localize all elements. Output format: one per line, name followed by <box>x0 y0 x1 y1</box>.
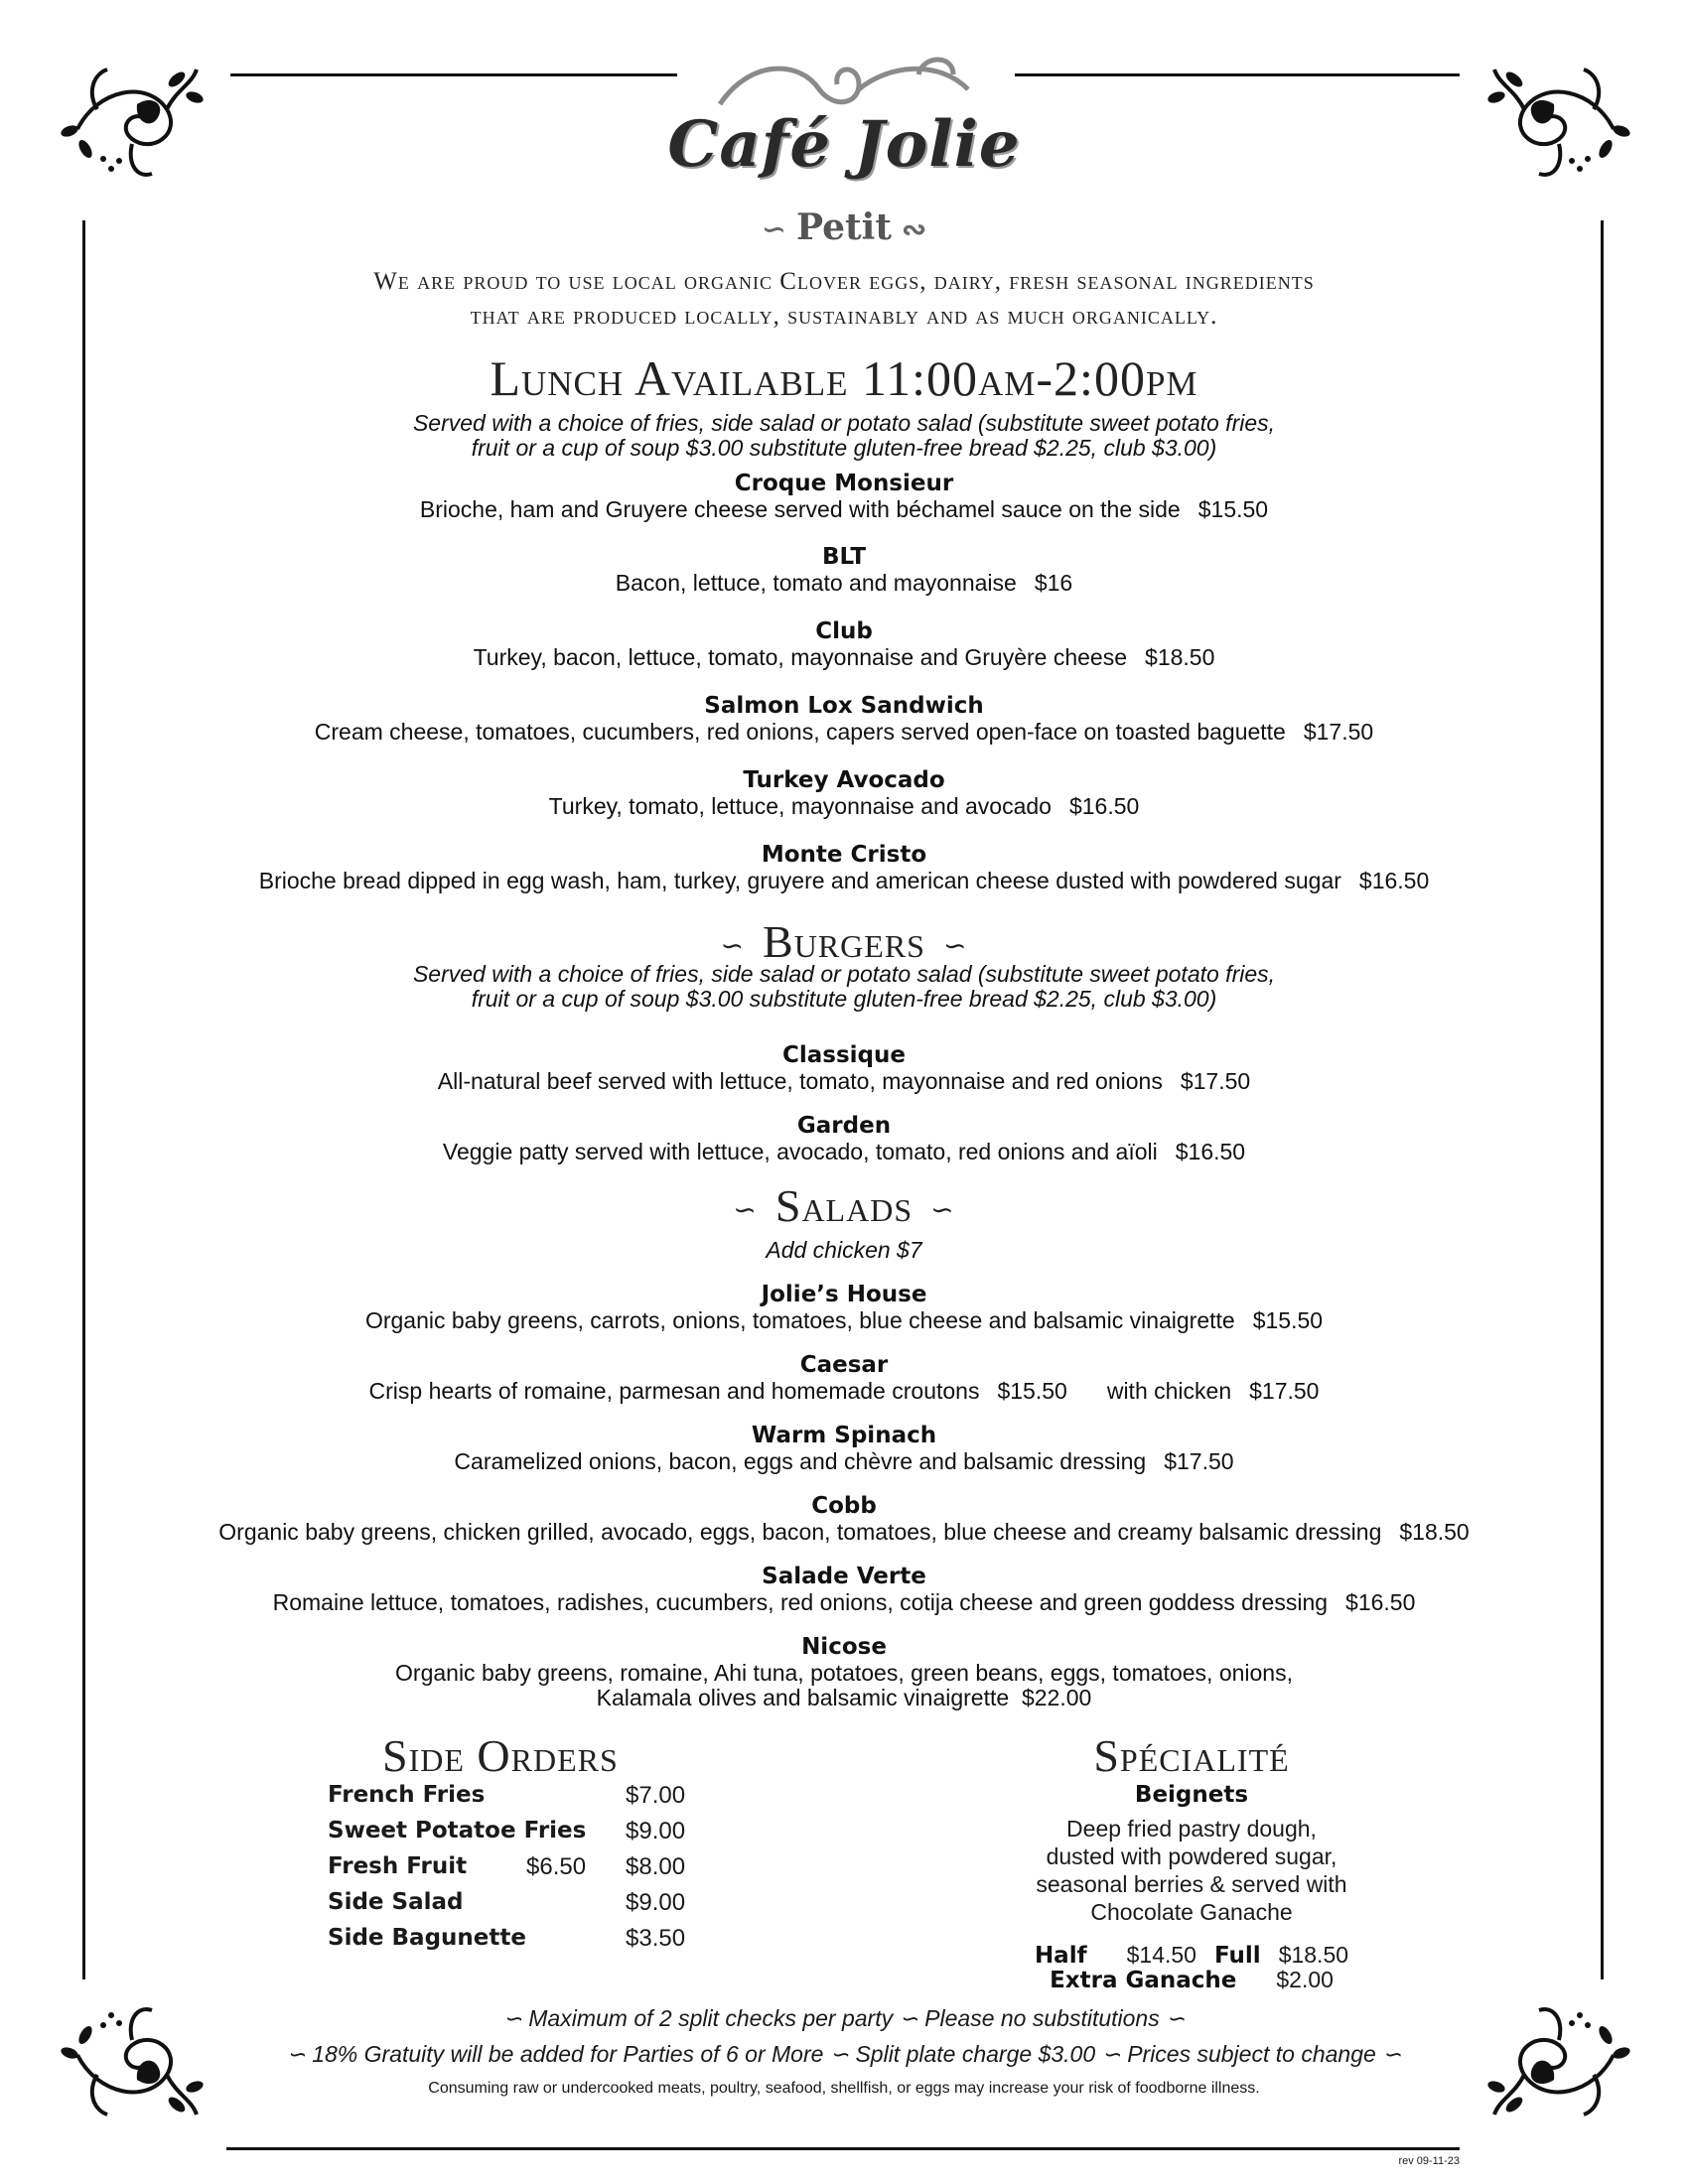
salad-item-desc <box>0 1307 1688 1333</box>
salad-item-desc <box>0 1589 1688 1615</box>
footer-warning: Consuming raw or undercooked meats, poultry, seafood, shellfish, or eggs may increase your risk of foodborne illness. <box>428 2080 1260 2097</box>
item-price: $15.50 <box>1252 1307 1324 1333</box>
logo-subtitle <box>0 206 1688 248</box>
burger-item-name: Classique <box>782 1042 906 1068</box>
side-name: Sweet Potatoe Fries <box>328 1818 587 1843</box>
footer-line-1 <box>0 2005 1688 2032</box>
ornament-icon: ∽ <box>502 2005 522 2031</box>
item-price: $17.50 <box>1180 1068 1251 1094</box>
salad-item-name: Warm Spinach <box>751 1423 937 1448</box>
item-price: $17.50 <box>1303 719 1374 745</box>
ornament-icon: ∽ <box>1382 2041 1402 2067</box>
footer-split-plate: Split plate charge $3.00 <box>855 2041 1096 2067</box>
salad-item-desc <box>0 1448 1688 1474</box>
lunch-item-desc <box>0 868 1688 893</box>
logo-sub-text: Petit <box>796 206 892 248</box>
full-label: Full <box>1213 1943 1261 1969</box>
item-desc-text: Caramelized onions, bacon, eggs and chèvre and balsamic dressing <box>454 1448 1147 1474</box>
item-desc-text: Brioche bread dipped in egg wash, ham, turkey, gruyere and american cheese dusted with powdered sugar <box>258 868 1341 893</box>
item-desc-text: Organic baby greens, chicken grilled, avocado, eggs, bacon, tomatoes, blue cheese and creamy balsamic dressing <box>218 1519 1382 1545</box>
side-orders-heading: Side Orders <box>382 1730 619 1781</box>
item-price: $22.00 <box>1021 1685 1092 1710</box>
side-order-row <box>328 1889 705 1921</box>
item-desc-text: Crisp hearts of romaine, parmesan and homemade croutons <box>368 1378 980 1404</box>
ornament-icon: ∽ <box>942 931 968 963</box>
ornament-icon: ∽ <box>1166 2005 1186 2031</box>
lunch-item-name: Salmon Lox Sandwich <box>704 693 984 719</box>
side-price: $9.00 <box>626 1889 686 1916</box>
logo-title: Café Jolie <box>667 107 1021 182</box>
half-price: $14.50 <box>1126 1942 1196 1968</box>
item-desc-text: All-natural beef served with lettuce, tomato, mayonnaise and red onions <box>437 1068 1163 1094</box>
item-desc-text: Romaine lettuce, tomatoes, radishes, cucumbers, red onions, cotija cheese and green goddess dressing <box>272 1589 1329 1615</box>
item-desc-text: Organic baby greens, carrots, onions, tomatoes, blue cheese and balsamic vinaigrette <box>364 1307 1235 1333</box>
lunch-item-desc <box>0 496 1688 522</box>
lunch-item-desc <box>0 644 1688 670</box>
lunch-item-name: Croque Monsieur <box>734 471 954 496</box>
item-price: $16 <box>1034 570 1073 596</box>
item-desc-text: Kalamala olives and balsamic vinaigrette <box>596 1685 1010 1710</box>
lunch-item-desc <box>0 719 1688 745</box>
item-desc-text: Turkey, tomato, lettuce, mayonnaise and avocado <box>548 793 1052 819</box>
extra-ganache-price: $2.00 <box>1276 1967 1334 1992</box>
lunch-item-name: Turkey Avocado <box>743 767 945 793</box>
burger-item-desc <box>0 1068 1688 1094</box>
item-desc-text: Turkey, bacon, lettuce, tomato, mayonnaise and Gruyère cheese <box>473 644 1128 670</box>
ornament-icon: ∽ <box>733 1195 758 1227</box>
bottom-rule <box>226 2147 1460 2150</box>
lunch-item-name: Monte Cristo <box>761 842 927 868</box>
ornament-icon: ∽ <box>1101 2041 1121 2067</box>
salad-item-desc: Organic baby greens, romaine, Ahi tuna, potatoes, green beans, eggs, tomatoes, onions, <box>395 1660 1293 1686</box>
item-price: $18.50 <box>1145 644 1215 670</box>
item-desc-text: Bacon, lettuce, tomato and mayonnaise <box>615 570 1017 596</box>
specialite-item-name: Beignets <box>1134 1782 1249 1808</box>
specialite-desc-line: dusted with powdered sugar, <box>1046 1843 1337 1869</box>
item-price: $16.50 <box>1358 868 1430 893</box>
lunch-heading: Lunch Available 11:00am-2:00pm <box>490 350 1198 406</box>
lunch-note-2: fruit or a cup of soup $3.00 substitute gluten-free bread $2.25, club $3.00) <box>471 435 1217 461</box>
salad-item-desc <box>0 1378 1688 1404</box>
item-price: $15.50 <box>997 1378 1067 1404</box>
side-price: $8.00 <box>626 1853 686 1880</box>
item-price: $16.50 <box>1345 1589 1416 1615</box>
ornament-icon: ∽ <box>930 1195 955 1227</box>
item-desc-text: Veggie patty served with lettuce, avocado, tomato, red onions and aïoli <box>442 1139 1158 1164</box>
item-price: $18.50 <box>1399 1519 1470 1545</box>
intro-line-2: that are produced locally, sustainably and as much organically. <box>470 303 1218 330</box>
lunch-note-1: Served with a choice of fries, side salad or potato salad (substitute sweet potato fries, <box>412 410 1276 436</box>
top-rule-right <box>1015 73 1460 76</box>
ornament-icon: ∽ <box>899 2005 918 2031</box>
side-order-row <box>328 1782 705 1814</box>
extra-ganache-label: Extra Ganache <box>1050 1968 1237 1993</box>
item-desc-text: Cream cheese, tomatoes, cucumbers, red onions, capers served open-face on toasted baguette <box>314 719 1286 745</box>
item-price: $16.50 <box>1068 793 1140 819</box>
side-name: Side Salad <box>328 1889 464 1915</box>
specialite-desc-line: Chocolate Ganache <box>1090 1899 1293 1925</box>
footer-split-checks: Maximum of 2 split checks per party <box>528 2005 894 2031</box>
salad-item-name: Nicose <box>801 1634 887 1660</box>
side-order-row <box>328 1925 705 1957</box>
logo-right-ornament: ∾ <box>901 212 927 247</box>
burgers-title: Burgers <box>763 916 925 967</box>
salads-title: Salads <box>774 1180 914 1231</box>
full-price: $18.50 <box>1278 1942 1349 1968</box>
salads-heading <box>0 1179 1688 1232</box>
footer-line-2 <box>0 2041 1688 2068</box>
side-small-price: $6.50 <box>526 1853 587 1880</box>
lunch-item-desc <box>0 570 1688 596</box>
revision-date: rev 09-11-23 <box>1398 2155 1460 2167</box>
side-order-row <box>328 1853 705 1885</box>
item-extra-price: $17.50 <box>1249 1378 1320 1404</box>
side-name: Side Bagunette <box>328 1925 526 1951</box>
ornament-icon: ∽ <box>829 2041 850 2067</box>
salad-item-name: Cobb <box>811 1493 877 1519</box>
side-price: $7.00 <box>626 1782 686 1809</box>
salads-note: Add chicken $7 <box>766 1237 922 1263</box>
side-name: Fresh Fruit <box>328 1853 468 1879</box>
side-price: $3.50 <box>626 1925 686 1952</box>
ornament-icon: ∽ <box>286 2041 306 2067</box>
top-rule-left <box>230 73 677 76</box>
item-extra: with chicken <box>1106 1378 1232 1404</box>
footer-gratuity: 18% Gratuity will be added for Parties of 6 or More <box>312 2041 824 2067</box>
burger-item-name: Garden <box>796 1113 892 1139</box>
side-name: French Fries <box>328 1782 486 1808</box>
specialite-heading: Spécialité <box>1093 1730 1290 1781</box>
side-price: $9.00 <box>626 1818 686 1844</box>
salad-item-name: Salade Verte <box>762 1564 926 1589</box>
salad-item-desc-2 <box>0 1685 1688 1710</box>
burgers-note-1: Served with a choice of fries, side salad or potato salad (substitute sweet potato fries, <box>412 961 1276 987</box>
burgers-note-2: fruit or a cup of soup $3.00 substitute gluten-free bread $2.25, club $3.00) <box>471 986 1217 1012</box>
item-price: $17.50 <box>1164 1448 1234 1474</box>
logo-left-ornament: ∽ <box>761 212 787 247</box>
item-price: $15.50 <box>1197 496 1269 522</box>
intro-line-1: We are proud to use local organic Clover eggs, dairy, fresh seasonal ingredients <box>373 268 1315 295</box>
half-label: Half <box>1034 1943 1087 1969</box>
lunch-item-desc <box>0 793 1688 819</box>
burger-item-desc <box>0 1139 1688 1164</box>
salad-item-desc <box>0 1519 1688 1545</box>
footer-prices: Prices subject to change <box>1127 2041 1376 2067</box>
side-order-row <box>328 1818 705 1849</box>
specialite-extra <box>993 1966 1390 1994</box>
specialite-desc-line: Deep fried pastry dough, <box>1066 1816 1317 1842</box>
footer-no-substitutions: Please no substitutions <box>924 2005 1160 2031</box>
ornament-icon: ∽ <box>720 931 746 963</box>
salad-item-name: Caesar <box>799 1352 889 1378</box>
salad-item-name: Jolie’s House <box>761 1282 927 1307</box>
specialite-desc-line: seasonal berries & served with <box>1036 1871 1347 1897</box>
specialite-desc <box>993 1815 1390 1926</box>
lunch-item-name: BLT <box>821 544 867 570</box>
item-price: $16.50 <box>1175 1139 1246 1164</box>
item-desc-text: Brioche, ham and Gruyere cheese served with béchamel sauce on the side <box>419 496 1181 522</box>
lunch-item-name: Club <box>815 618 873 644</box>
